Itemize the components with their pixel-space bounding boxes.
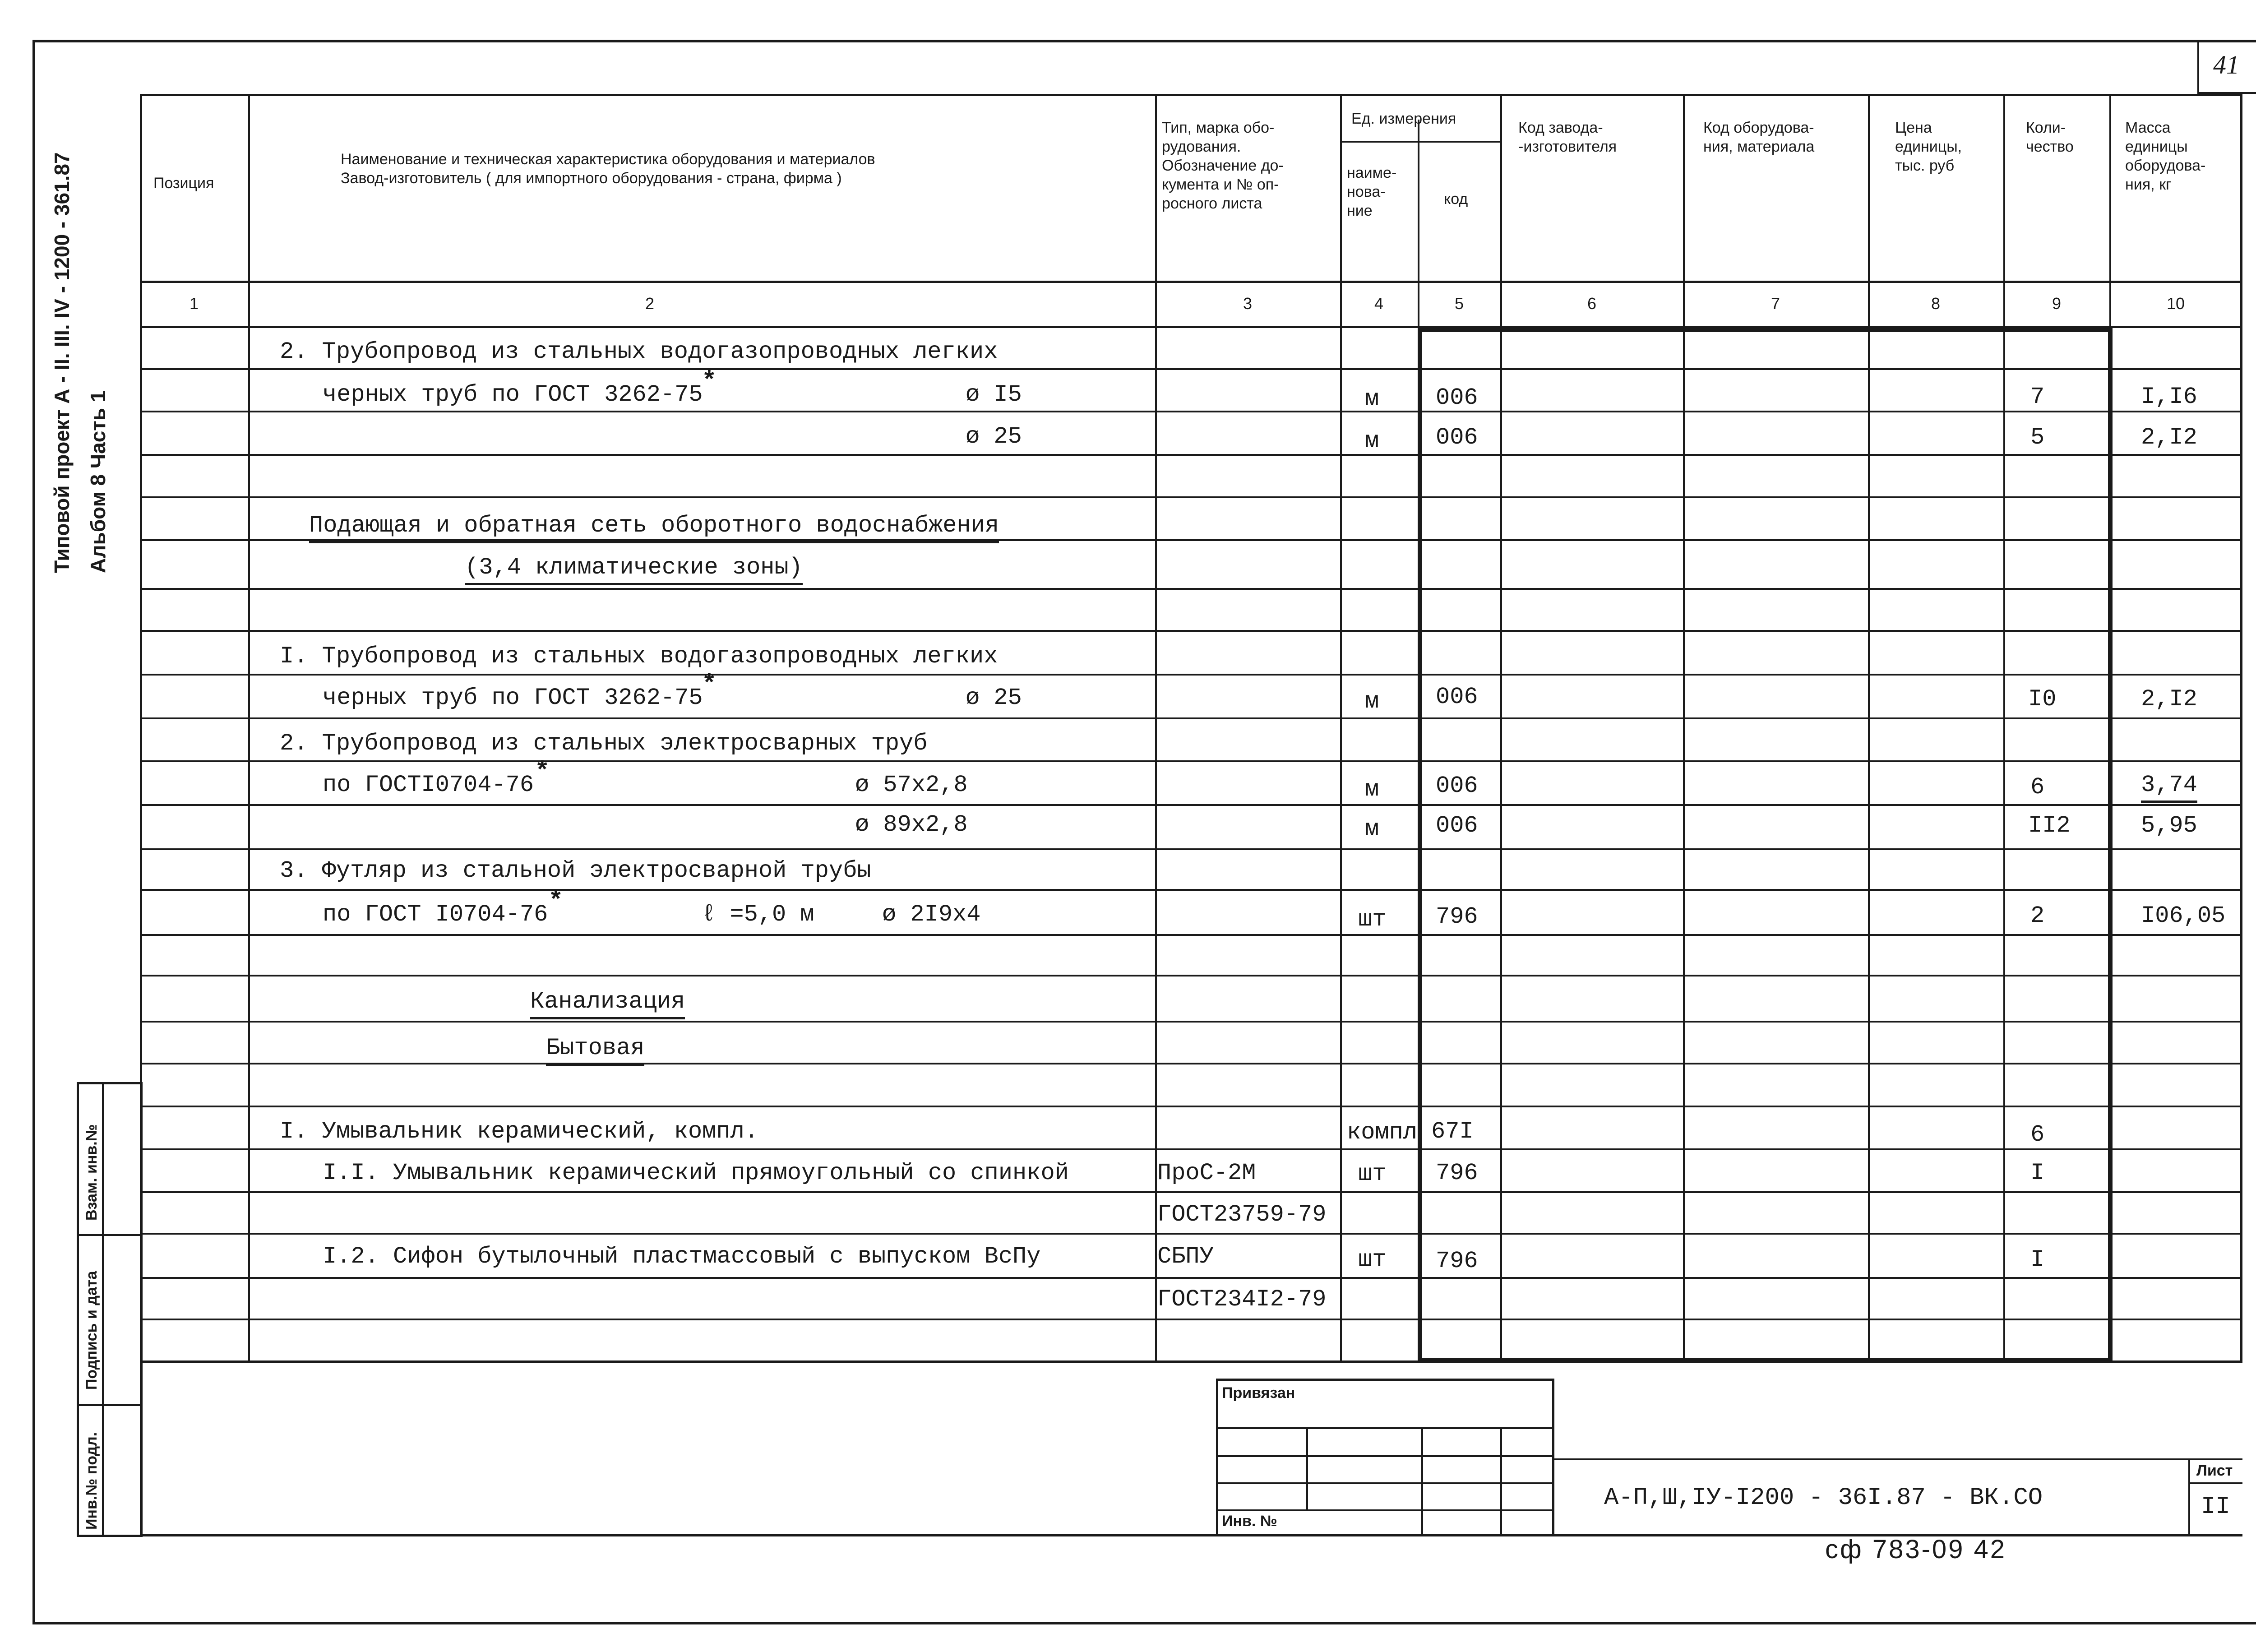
row-qty: I0 (2028, 686, 2057, 713)
row-name: I.I. Умывальник керамический прямоугольный со спинкой (323, 1160, 1069, 1186)
row-unit: шт (1358, 1161, 1387, 1187)
col-number: 10 (2166, 294, 2185, 313)
row-name: I. Умывальник керамический, компл. (280, 1118, 758, 1145)
row-type: СБПУ (1157, 1243, 1214, 1270)
section-heading-water-supply: Подающая и обратная сеть оборотного водоснабжения (309, 512, 999, 543)
row-qty: 6 (2030, 1121, 2045, 1148)
col-number: 6 (1587, 294, 1597, 313)
row-unit: м (1365, 386, 1379, 412)
row-code: 796 (1436, 1248, 1478, 1274)
left-stamp-line-1 (77, 1234, 143, 1236)
col-header-mass: Масса единицы оборудова- ния, кг (2125, 119, 2206, 193)
col-header-unit-code: код (1444, 190, 1468, 208)
privyazan-line-4 (1216, 1509, 1554, 1511)
row-diameter: ø I5 (966, 381, 1022, 408)
row-type: ГОСТ23759-79 (1157, 1201, 1327, 1228)
row-diameter: ø 25 (966, 423, 1022, 450)
heavy-bracket (1418, 328, 2113, 1363)
col-line-4 (1340, 94, 1342, 1363)
row-qty: 7 (2030, 384, 2045, 410)
col-number: 1 (189, 294, 199, 313)
col-header-equip-code: Код оборудова- ния, материала (1703, 119, 1815, 155)
row-name: черных труб по ГОСТ 3262-75 (323, 685, 703, 711)
bottom-note: сф 783-09 42 (1825, 1535, 2007, 1564)
row-code: 006 (1436, 384, 1478, 411)
row-unit: м (1365, 776, 1379, 803)
left-stamp-line-2 (77, 1404, 143, 1406)
row-name: по ГОСТ I0704-76 (323, 901, 548, 928)
row-star: * (535, 757, 550, 786)
row-name: 2. Трубопровод из стальных электросварных труб (280, 730, 928, 757)
sheet-number: II (2201, 1493, 2230, 1521)
col-number: 2 (645, 294, 655, 313)
row-type: ПроС-2М (1157, 1160, 1256, 1186)
row-code: 796 (1436, 903, 1478, 930)
row-mass: 3,74 (2141, 772, 2197, 803)
col-number: 5 (1454, 294, 1464, 313)
row-qty: 2 (2030, 902, 2045, 929)
row-diameter: ø 89x2,8 (855, 811, 968, 838)
section-subheading-zones: (3,4 климатические зоны) (465, 554, 803, 585)
row-mass: 2,I2 (2141, 424, 2197, 451)
doc-code-top-line (1554, 1458, 2242, 1460)
row-name: черных труб по ГОСТ 3262-75 (323, 381, 703, 408)
left-stamp-divider (102, 1082, 104, 1537)
sheet-box-left (2188, 1458, 2190, 1536)
row-code: 67I (1431, 1118, 1474, 1145)
privyazan-line-2 (1216, 1455, 1554, 1457)
col-number: 9 (2052, 294, 2062, 313)
row-name: по ГОСТI0704-76 (323, 772, 534, 798)
row-mass: 5,95 (2141, 812, 2197, 839)
row-code: 006 (1436, 773, 1478, 799)
col-line-3 (1155, 94, 1157, 1363)
col-number: 4 (1374, 294, 1384, 313)
row-name: I. Трубопровод из стальных водогазопроводных легких (280, 643, 998, 670)
row-name: I.2. Сифон бутылочный пластмассовый с выпуском ВсПу (323, 1243, 1041, 1270)
row-qty: 5 (2030, 424, 2045, 451)
col-number: 3 (1243, 294, 1253, 313)
row-unit: м (1365, 816, 1379, 842)
col-line-2 (248, 94, 250, 1363)
row-code: 006 (1436, 812, 1478, 839)
corner-sheet-number: 41 (2213, 50, 2239, 79)
privyazan-col-3 (1500, 1427, 1502, 1536)
row-mass: I,I6 (2141, 384, 2197, 410)
row-star: * (702, 367, 717, 396)
row-unit: шт (1358, 1246, 1387, 1273)
row-code: 006 (1436, 684, 1478, 710)
privyazan-line-3 (1216, 1482, 1554, 1484)
side-title-album: Альбом 8 Часть 1 (86, 390, 110, 573)
header-bottom-line (140, 281, 2242, 283)
sheet-label: Лист (2196, 1462, 2233, 1479)
row-star: * (548, 887, 564, 916)
privyazan-col-1 (1306, 1427, 1308, 1509)
row-diameter: ø 25 (966, 685, 1022, 711)
row-diameter: ø 2I9x4 (882, 901, 981, 928)
section-heading-sewerage: Канализация (530, 988, 685, 1019)
privyazan-col-2 (1421, 1427, 1423, 1536)
row-unit: м (1365, 428, 1379, 454)
col-header-qty: Коли- чество (2026, 119, 2074, 155)
row-unit: компл (1347, 1119, 1418, 1146)
col-header-unit-name: наиме- нова- ние (1347, 164, 1397, 219)
row-name: 3. Футляр из стальной электросварной трубы (280, 857, 871, 884)
stamp-label-inv-podl: Инв.№ подл. (83, 1432, 100, 1530)
row-qty: II2 (2028, 812, 2071, 839)
row-code: 006 (1436, 424, 1478, 451)
row-qty: 6 (2030, 774, 2045, 801)
row-qty: I (2030, 1246, 2045, 1273)
col-header-maker-code: Код завода- -изготовителя (1518, 119, 1617, 155)
section-subheading-domestic: Бытовая (546, 1035, 644, 1066)
row-star: * (702, 670, 717, 699)
inv-no-label: Инв. № (1222, 1513, 1277, 1530)
row-name: 2. Трубопровод из стальных водогазопроводных легких (280, 338, 998, 365)
row-diameter: ø 57x2,8 (855, 772, 968, 798)
col-header-type: Тип, марка обо- рудования. Обозначение до- кумента и № оп- росного листа (1162, 119, 1284, 212)
sheet-box-mid (2188, 1482, 2242, 1484)
stamp-label-vzam: Взам. инв.№ (83, 1124, 100, 1221)
privyazan-line-1 (1216, 1427, 1554, 1429)
col-header-price: Цена единицы, тыс. руб (1895, 119, 1962, 174)
stamp-label-podpis: Подпись и дата (83, 1271, 100, 1390)
col-header-position: Позиция (153, 175, 214, 192)
privyazan-label: Привязан (1222, 1384, 1295, 1402)
document-code: А-П,Ш,IУ-I200 - 36I.87 - ВК.СО (1604, 1484, 2043, 1512)
corner-box-left (2197, 42, 2199, 92)
row-mass: 2,I2 (2141, 686, 2197, 713)
row-mass: I06,05 (2141, 902, 2226, 929)
col-number: 8 (1931, 294, 1941, 313)
table-bottom-left (140, 1360, 142, 1536)
col-number: 7 (1771, 294, 1780, 313)
unit-group-line (1340, 141, 1500, 143)
row-unit: м (1365, 688, 1379, 715)
row-length: ℓ =5,0 м (702, 901, 814, 928)
row-type: ГОСТ234I2-79 (1157, 1286, 1327, 1313)
side-title-project: Типовой проект А - II. III. IV - 1200 - 361.87 (50, 152, 74, 573)
col-header-name: Наименование и техническая характеристика оборудования и материалов Завод-изготовитель ( для импортного оборудования - страна, фирма ) (341, 151, 875, 187)
row-qty: I (2030, 1160, 2045, 1186)
row-unit: шт (1358, 906, 1387, 933)
row-code: 796 (1436, 1160, 1478, 1186)
col-header-unit-group: Ед. измерения (1351, 110, 1456, 127)
